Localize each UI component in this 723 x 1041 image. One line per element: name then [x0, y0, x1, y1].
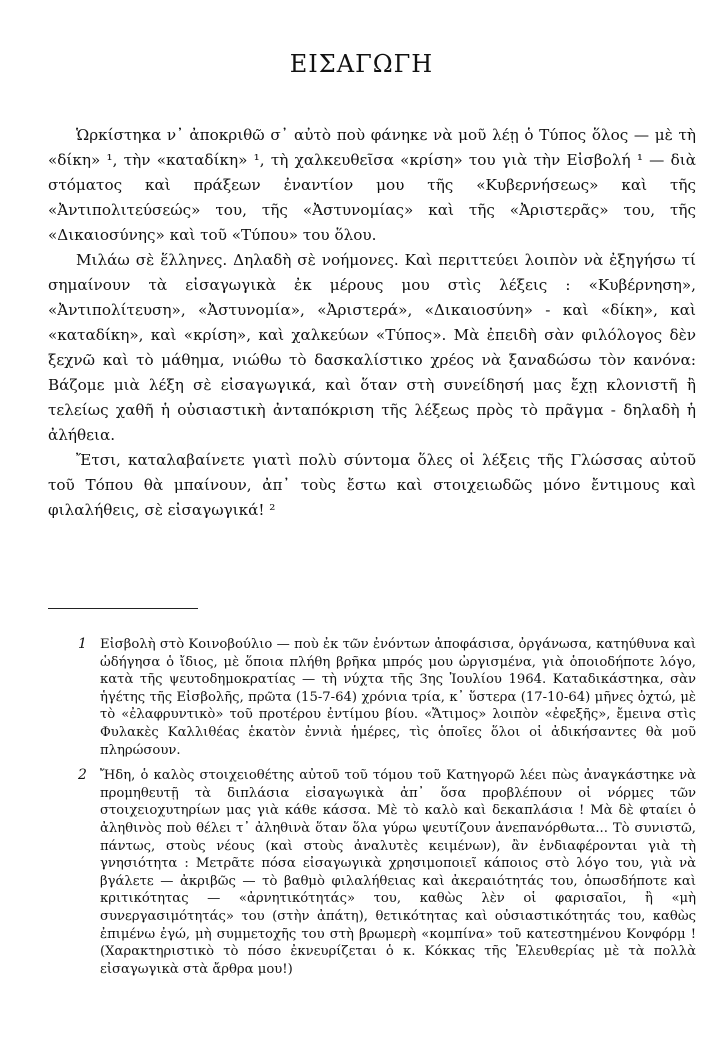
footnotes [78, 636, 696, 986]
footnote-number: 2 [78, 767, 87, 784]
paragraph: Ὡρκίστηκα ν᾿ ἀποκριθῶ σ᾿ αὐτὸ ποὺ φάνηκε νὰ μοῦ λέῃ ὁ Τύπος ὅλος — μὲ τὴ «δίκη» ¹, τὴν «καταδίκη» ¹, τὴ χαλκευθεῖσα «κρίση» του γιὰ τὴν Εἰσβολή ¹ — διὰ στόματος καὶ πράξεων ἐναντίον μου τῆς «Κυβερνήσεως» καὶ τῆς «Ἀντιπολιτεύσεώς» του, τῆς «Ἀστυνομίας» καὶ τῆς «Ἀριστερᾶς» του, τῆς «Δικαιοσύνης» καὶ τοῦ «Τύπου» του ὅλου. [48, 126, 696, 244]
footnote [78, 767, 696, 978]
paragraph: Ἔτσι, καταλαβαίνετε γιατὶ πολὺ σύντομα ὅλες οἱ λέξεις τῆς Γλώσσας αὐτοῦ τοῦ Τόπου θὰ μπαίνουν, ἀπ᾿ τοὺς ἔστω καὶ στοιχειωδῶς μόνο ἔντιμους καὶ φιλαλήθεις, σὲ εἰσαγωγικά! ² [48, 451, 696, 519]
footnote [78, 636, 696, 759]
body-text [48, 123, 696, 523]
page-title: ΕΙΣΑΓΩΓΗ [289, 50, 434, 79]
footnote-number: 1 [78, 636, 87, 652]
footnote-text: Ἤδη, ὁ καλὸς στοιχειοθέτης αὐτοῦ τοῦ τόμου τοῦ Κατηγορῶ λέει πὼς ἀναγκάστηκε νὰ προμηθευτῇ τὰ διπλάσια εἰσαγωγικὰ ἀπ᾿ ὅσα προβλέπουν οἱ νόρμες τῶν στοιχειοχυτηρίων μας γιὰ κάθε κάσσα. Μὲ τὸ καλὸ καὶ δεκαπλάσια ! Μὰ δὲ φταίει ὁ ἀληθινὸς ποὺ θέλει τ᾿ ἀληθινὰ ὅταν ὅλα γύρω ψευτίζουν ἀνεπανόρθωτα... Τὸ συνιστῶ, πάντως, στοὺς νέους (καὶ στοὺς ἀναλυτὲς κειμένων), ἂν ἐνδιαφέρονται γιὰ τὴ γνησιότητα : Μετρᾶτε πόσα εἰσαγωγικὰ χρησιμοποιεῖ κάποιος στὸ λόγο του, γιὰ νὰ βγάλετε — ἀκριβῶς — τὸ βαθμὸ φιλαλήθειας καὶ ἀκεραιότητάς του, ὁπωσδήποτε καὶ κριτικότητας — «ἀρνητικότητάς» του, καθὼς λὲν οἱ φαρισαῖοι, ἢ «μὴ συνεργασιμότητάς» του (στὴν ἀπάτη), θετικότητας καὶ οὐσιαστικότητάς του, καθὼς ἐπιμένω ἐγώ, μὴ συμμετοχῆς του στὴ βρωμερὴ «κομπίνα» τοῦ κατεστημένου Κονφόρμ ! (Χαρακτηριστικὸ τὸ πόσο ἐκνευρίζεται ὁ κ. Κόκκας τῆς Ἐλευθερίας μὲ τὰ πολλὰ εἰσαγωγικὰ στὰ ἄρθρα μου!) [100, 768, 696, 977]
paragraph: Μιλάω σὲ ἕλληνες. Δηλαδὴ σὲ νοήμονες. Καὶ περιττεύει λοιπὸν νὰ ἐξηγήσω τί σημαίνουν τὰ εἰσαγωγικὰ ἐκ μέρους μου στὶς λέξεις : «Κυβέρνηση», «Ἀντιπολίτευση», «Ἀστυνομία», «Ἀριστερά», «Δικαιοσύνη» - καὶ «δίκη», καὶ «καταδίκη», καὶ «κρίση», καὶ χαλκεύων «Τύπος». Μὰ ἐπειδὴ σὰν φιλόλογος δὲν ξεχνῶ καὶ τὸ μάθημα, νιώθω τὸ δασκαλίστικο χρέος νὰ ξαναδώσω τὸν κανόνα: Βάζομε μιὰ λέξη σὲ εἰσαγωγικά, καὶ ὅταν στὴ συνείδησή μας ἔχῃ κλονιστῆ ἢ τελείως χαθῆ ἡ οὐσιαστικὴ ἀνταπόκριση τῆς λέξεως πρὸς τὸ πρᾶγμα - δηλαδὴ ἡ ἀλήθεια. [48, 251, 696, 444]
footnote-separator [48, 608, 198, 609]
footnote-text: Εἰσβολὴ στὸ Κοινοβούλιο — ποὺ ἐκ τῶν ἐνόντων ἀποφάσισα, ὀργάνωσα, κατηύθυνα καὶ ὡδήγησα ὁ ἴδιος, μὲ ὅποια πλήθη βρῆκα μπρός μου ὠργισμένα, γιὰ ὁποιοδήποτε λόγο, κατὰ τῆς ψευτοδημοκρατίας — τὴ νύχτα τῆς 3ης Ἰουλίου 1964. Καταδικάστηκα, σὰν ἡγέτης τῆς Εἰσβολῆς, πρῶτα (15-7-64) χρόνια τρία, κ᾿ ὕστερα (17-10-64) μῆνες ὀχτώ, μὲ τὸ «ἐλαφρυντικὸ» τοῦ προτέρου ἐντίμου βίου. «Ἄτιμος» λοιπὸν «ἐφεξῆς», ἔμεινα στὶς Φυλακὲς Καλλιθέας ἑκατὸν ἐννιὰ ἡμέρες, τὶς ὁποῖες ὅλοι οἱ ἀδικήσαντες θὰ μοῦ πληρώσουν. [100, 637, 696, 758]
